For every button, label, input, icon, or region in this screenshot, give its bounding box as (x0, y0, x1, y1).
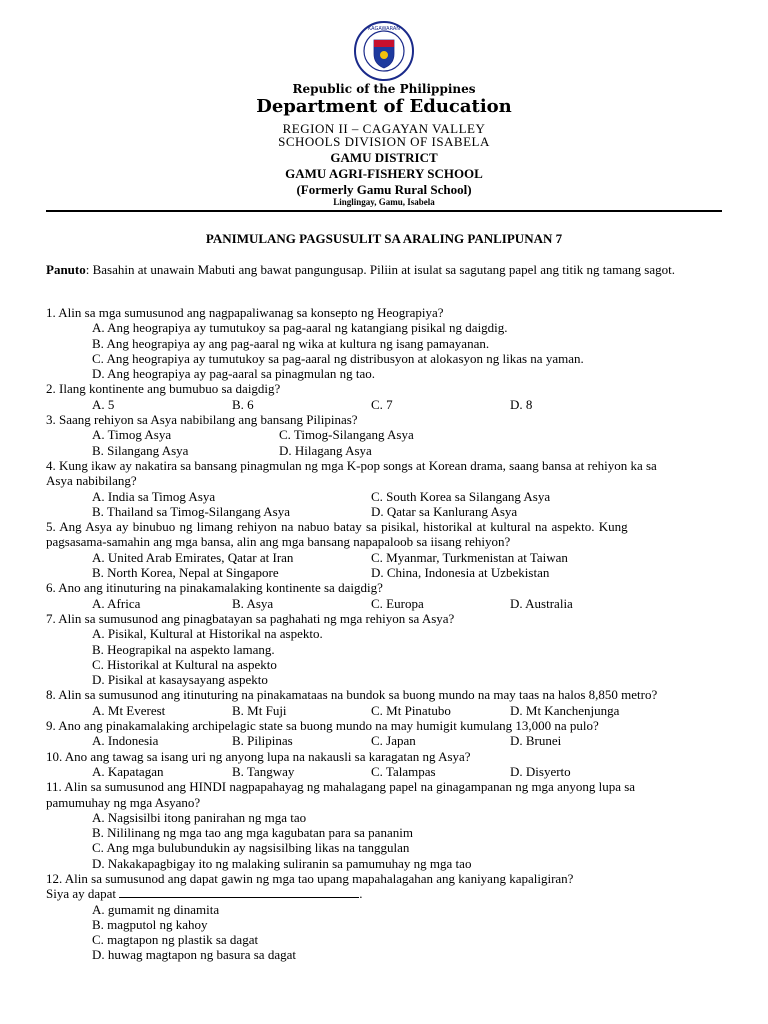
options-row (46, 565, 722, 580)
department-heading: Department of Education (256, 96, 512, 117)
division-line: SCHOOLS DIVISION OF ISABELA (278, 134, 490, 149)
option: C. Myanmar, Turkmenistan at Taiwan (371, 549, 568, 565)
question-11-cont: pamumuhay ng mga Asyano? (46, 794, 201, 810)
options-row (46, 733, 722, 748)
option: A. 5 (92, 396, 115, 412)
option: D. 8 (510, 396, 533, 412)
district-line: GAMU DISTRICT (330, 150, 438, 165)
question-2: 2. Ilang kontinente ang bumubuo sa daigdig? (46, 381, 281, 397)
option: D. Qatar sa Kanlurang Asya (371, 503, 518, 519)
question-12-end: . (359, 886, 363, 902)
instructions-label: Panuto (46, 262, 86, 277)
option: C. Ang mga bulubundukin ay nagsisilbing likas na tanggulan (92, 840, 410, 856)
option: D. Disyerto (510, 763, 571, 779)
exam-title: PANIMULANG PAGSUSULIT SA ARALING PANLIPUNAN 7 (205, 231, 563, 246)
school-address: Linglingay, Gamu, Isabela (333, 197, 435, 207)
options-row (46, 703, 722, 718)
option: C. Historikal at Kultural na aspekto (92, 656, 277, 672)
option: C. Talampas (371, 763, 436, 779)
question-11: 11. Alin sa sumusunod ang HINDI nagpapahayag ng mahalagang papel na ginagampanan ng mga anyong lupa sa (46, 779, 636, 795)
option: B. North Korea, Nepal at Singapore (92, 565, 279, 581)
option: B. Ang heograpiya ay ang pag-aaral ng wika at kultura ng isang pamayanan. (92, 335, 490, 351)
question-4-cont: Asya nabibilang? (46, 473, 137, 489)
option: A. Timog Asya (92, 427, 172, 443)
option: D. Australia (510, 595, 573, 611)
option: D. Mt Kanchenjunga (510, 702, 620, 718)
options-row (46, 443, 722, 458)
option: C. Mt Pinatubo (371, 702, 451, 718)
option: C. Timog-Silangang Asya (279, 427, 414, 443)
option: D. Nakakapagbigay ito ng malaking suliranin sa pamumuhay ng mga tao (92, 855, 472, 871)
school-former-name: (Formerly Gamu Rural School) (296, 182, 472, 197)
option: A. India sa Timog Asya (92, 488, 216, 504)
question-9: 9. Ano ang pinakamalaking archipelagic state sa buong mundo na may humigit kumulang 13,000 na pulo? (46, 718, 599, 734)
options-row (46, 504, 722, 519)
options-row (46, 596, 722, 611)
option: B. 6 (232, 396, 254, 412)
option: B. Pilipinas (232, 733, 293, 749)
question-8: 8. Alin sa sumusunod ang itinuturing na pinakamataas na bundok sa buong mundo na may taas na halos 8,850 metro? (46, 687, 658, 703)
options-row (46, 489, 722, 504)
question-12-cont (46, 886, 722, 901)
option: A. Mt Everest (92, 702, 166, 718)
options-row (46, 550, 722, 565)
question-12-stem: Siya ay dapat (46, 886, 117, 902)
option: C. Ang heograpiya ay tumutukoy sa pag-aaral ng distribusyon at alokasyon ng likas na yaman. (92, 350, 584, 366)
option: A. Ang heograpiya ay tumutukoy sa pag-aaral ng katangiang pisikal ng daigdig. (92, 320, 508, 336)
option: A. Kapatagan (92, 763, 164, 779)
svg-text:KAGAWARAN: KAGAWARAN (367, 26, 401, 32)
options-row (46, 764, 722, 779)
option: A. Africa (92, 595, 141, 611)
header-divider (46, 210, 722, 212)
school-name: GAMU AGRI-FISHERY SCHOOL (285, 166, 483, 181)
option: C. 7 (371, 396, 393, 412)
option: B. Nililinang ng mga tao ang mga kagubatan para sa pananim (92, 825, 413, 841)
option: D. Brunei (510, 733, 562, 749)
answer-blank (119, 886, 359, 898)
instructions-text: : Basahin at unawain Mabuti ang bawat pangungusap. Piliin at isulat sa sagutang papel ang titik ng tamang sagot. (85, 262, 675, 277)
option: B. Silangang Asya (92, 442, 189, 458)
option: D. huwag magtapon ng basura sa dagat (92, 947, 296, 963)
option: C. Japan (371, 733, 416, 749)
instructions (46, 262, 722, 278)
region-line: REGION II – CAGAYAN VALLEY (282, 121, 486, 136)
option: A. Pisikal, Kultural at Historikal na aspekto. (92, 626, 323, 642)
option: D. Pisikal at kasaysayang aspekto (92, 672, 268, 688)
question-7: 7. Alin sa sumusunod ang pinagbatayan sa paghahati ng mga rehiyon sa Asya? (46, 610, 455, 626)
option: A. United Arab Emirates, Qatar at Iran (92, 549, 294, 565)
option: C. Europa (371, 595, 424, 611)
option: A. Nagsisilbi itong panirahan ng mga tao (92, 809, 307, 825)
option: A. Indonesia (92, 733, 159, 749)
option: A. gumamit ng dinamita (92, 901, 220, 917)
option: B. magputol ng kahoy (92, 916, 208, 932)
question-10: 10. Ano ang tawag sa isang uri ng anyong lupa na nakausli sa karagatan ng Asya? (46, 748, 471, 764)
option: B. Thailand sa Timog-Silangang Asya (92, 503, 291, 519)
question-12: 12. Alin sa sumusunod ang dapat gawin ng mga tao upang mapahalagahan ang kaniyang kapaligiran? (46, 870, 574, 886)
option: D. Ang heograpiya ay pag-aaral sa pinagmulan ng tao. (92, 366, 376, 382)
question-6: 6. Ano ang itinuturing na pinakamalaking kontinente sa daigdig? (46, 580, 383, 596)
question-5-cont: pagsasama-samahin ang mga bansa, alin ang mga bansang napapaloob sa iisang rehiyon? (46, 534, 511, 550)
option: B. Heograpikal na aspekto lamang. (92, 641, 275, 657)
deped-seal-icon (346, 20, 422, 82)
option: D. China, Indonesia at Uzbekistan (371, 565, 550, 581)
option: C. South Korea sa Silangang Asya (371, 488, 551, 504)
option: C. magtapon ng plastik sa dagat (92, 932, 259, 948)
question-list (46, 305, 722, 963)
option: D. Hilagang Asya (279, 442, 372, 458)
question-5: 5. Ang Asya ay binubuo ng limang rehiyon na nabuo batay sa pisikal, historikal at kultural na aspekto. Kung (46, 519, 628, 535)
option: B. Tangway (232, 763, 295, 779)
question-3: 3. Saang rehiyon sa Asya nabibilang ang bansang Pilipinas? (46, 412, 358, 428)
republic-heading: Republic of the Philippines (292, 82, 476, 96)
option: B. Asya (232, 595, 274, 611)
option: B. Mt Fuji (232, 702, 287, 718)
question-1: 1. Alin sa mga sumusunod ang nagpapaliwanag sa konsepto ng Heograpiya? (46, 305, 444, 320)
options-row (46, 397, 722, 412)
options-row (46, 427, 722, 442)
question-4: 4. Kung ikaw ay nakatira sa bansang pinagmulan ng mga K-pop songs at Korean drama, saang bansa at rehiyon ka sa (46, 457, 657, 473)
